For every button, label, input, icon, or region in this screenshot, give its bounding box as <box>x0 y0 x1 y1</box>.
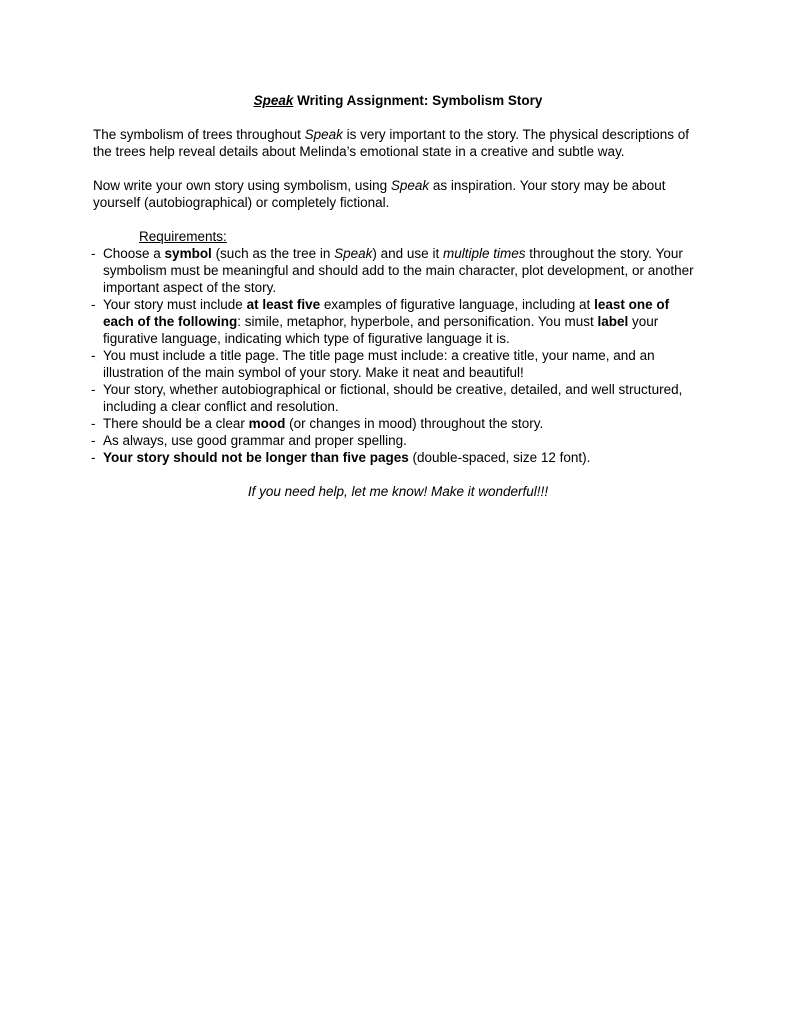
req2-text-g: your figurative language, indicating which type of figurative language it is. <box>103 314 659 346</box>
req2-text-a: Your story must include <box>103 297 247 312</box>
title-book-name: Speak <box>253 93 294 108</box>
instructions-text-1: Now write your own story using symbolism, using <box>93 178 391 193</box>
req7-length-bold: Your story should not be longer than five pages <box>103 450 409 465</box>
requirement-grammar <box>93 432 703 449</box>
req1-symbol-bold: symbol <box>164 246 212 261</box>
req5-text-c: (or changes in mood) throughout the story. <box>285 416 544 431</box>
list-dash: - <box>91 348 96 363</box>
req2-label-bold: label <box>597 314 629 329</box>
req6-text: As always, use good grammar and proper spelling. <box>103 433 407 448</box>
req2-at-least-five: at least five <box>246 297 321 312</box>
intro-text-1: The symbolism of trees throughout <box>93 127 305 142</box>
requirements-heading: Requirements: <box>139 229 227 244</box>
requirement-symbol <box>93 245 703 296</box>
title-text: Writing Assignment: Symbolism Story <box>293 93 543 108</box>
requirement-structure <box>93 381 703 415</box>
req3-text: You must include a title page. The title page must include: a creative title, your name, and an illustration of the main symbol of your story. Make it neat and beautiful! <box>103 348 655 380</box>
intro-text-2: is very important to the story. The physical descriptions of the trees help reveal details about Melinda’s emotional state in a creative and subtle way. <box>93 127 690 159</box>
req7-text-b: (double-spaced, size 12 font). <box>408 450 591 465</box>
list-dash: - <box>91 433 96 448</box>
intro-book-name: Speak <box>304 127 343 142</box>
req1-text-g: throughout the story. Your symbolism must be meaningful and should add to the main character, plot development, or another important aspect of the story. <box>103 246 694 295</box>
req5-text-a: There should be a clear <box>103 416 249 431</box>
requirement-mood <box>93 415 703 432</box>
requirements-list <box>93 245 703 466</box>
instructions-text-2: as inspiration. Your story may be about yourself (autobiographical) or completely fictional. <box>93 178 666 210</box>
list-dash: - <box>91 382 96 397</box>
req1-multiple-times: multiple times <box>442 246 526 261</box>
document-page <box>93 92 703 500</box>
req1-text-a: Choose a <box>103 246 165 261</box>
req4-text: Your story, whether autobiographical or fictional, should be creative, detailed, and well structured, including a clear conflict and resolution. <box>103 382 683 414</box>
requirement-length <box>93 449 703 466</box>
requirement-title-page <box>93 347 703 381</box>
instructions-book-name: Speak <box>390 178 430 193</box>
requirement-figurative-language <box>93 296 703 347</box>
page-title <box>93 92 703 109</box>
closing-note: If you need help, let me know! Make it wonderful!!! <box>247 484 549 499</box>
instructions-paragraph <box>93 177 703 211</box>
list-dash: - <box>91 450 96 465</box>
list-dash: - <box>91 246 96 261</box>
req1-text-e: ) and use it <box>372 246 443 261</box>
intro-paragraph <box>93 126 703 160</box>
req2-each-bold: least one of each of the following <box>103 297 670 329</box>
req2-text-c: examples of figurative language, including at <box>320 297 595 312</box>
req1-text-c: (such as the tree in <box>211 246 335 261</box>
list-dash: - <box>91 416 96 431</box>
req2-text-e: : simile, metaphor, hyperbole, and personification. You must <box>237 314 598 329</box>
req5-mood-bold: mood <box>248 416 286 431</box>
list-dash: - <box>91 297 96 312</box>
req1-book-name: Speak <box>334 246 373 261</box>
